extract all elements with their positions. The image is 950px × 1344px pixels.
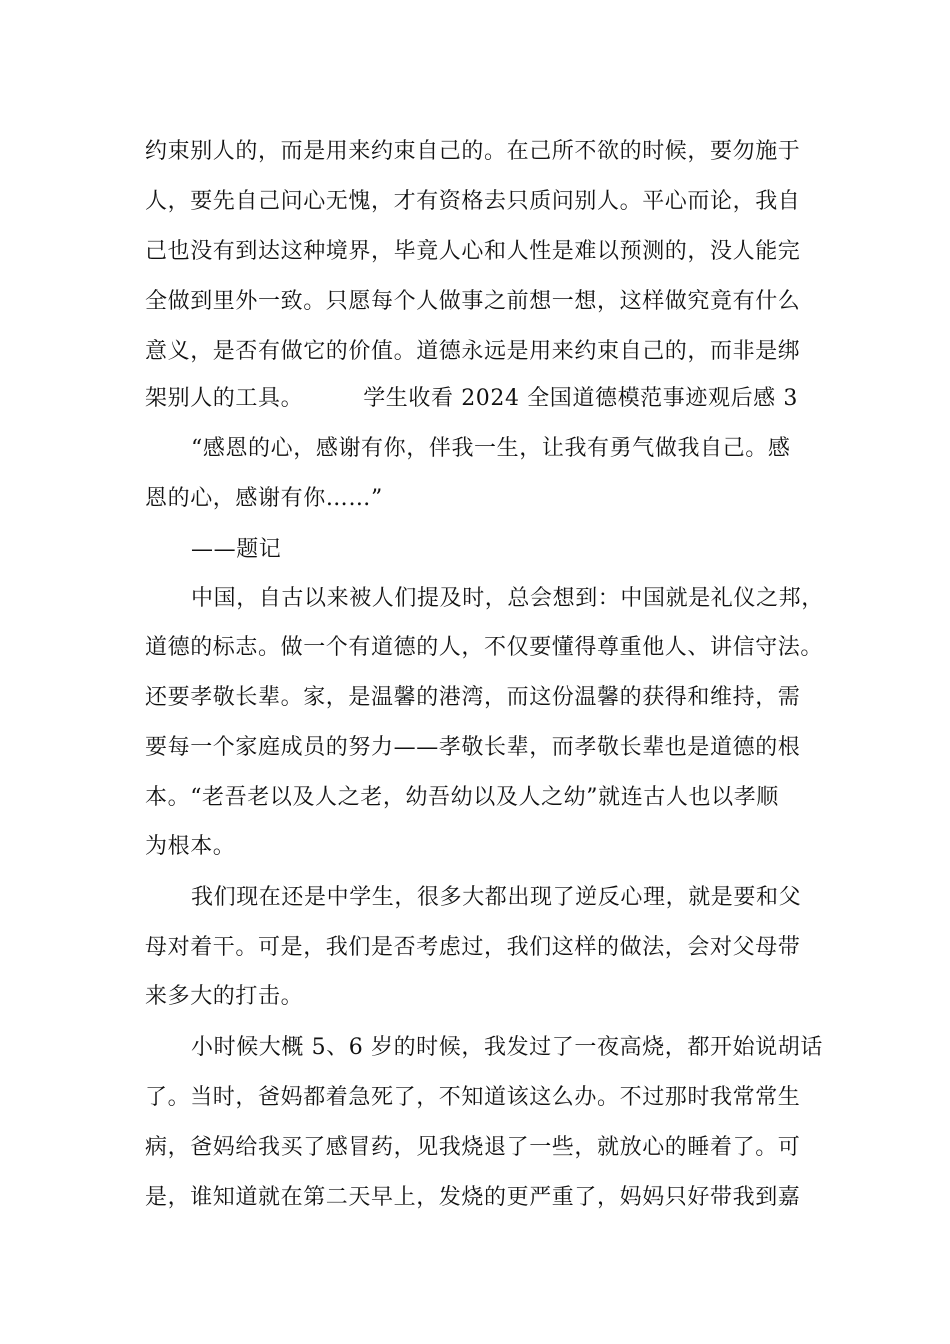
paragraph-line: 了。当时，爸妈都着急死了，不知道该这么办。不过那时我常常生 bbox=[145, 1085, 801, 1110]
paragraph-line: 意义，是否有做它的价值。道德永远是用来约束自己的，而非是绑 bbox=[145, 339, 801, 364]
essay-title: 学生收看 2024 全国道德模范事迹观后感 3 bbox=[363, 386, 798, 411]
paragraph-line: 道德的标志。做一个有道德的人，不仅要懂得尊重他人、讲信守法。 bbox=[145, 635, 824, 660]
paragraph-line-with-title bbox=[145, 384, 798, 414]
quote-line: 恩的心，感谢有你……” bbox=[145, 486, 383, 511]
paragraph-line: 全做到里外一致。只愿每个人做事之前想一想，这样做究竟有什么 bbox=[145, 289, 801, 314]
paragraph-line: 来多大的打击。 bbox=[145, 984, 304, 1009]
quote-line: “感恩的心，感谢有你，伴我一生，让我有勇气做我自己。感 bbox=[191, 436, 791, 461]
paragraph-line: 人，要先自己问心无愧，才有资格去只质问别人。平心而论，我自 bbox=[145, 189, 801, 214]
paragraph-line: 架别人的工具。 bbox=[145, 386, 304, 411]
epigraph-attribution: ——题记 bbox=[191, 537, 282, 562]
paragraph-line: 己也没有到达这种境界，毕竟人心和人性是难以预测的，没人能完 bbox=[145, 239, 801, 264]
paragraph-line: 小时候大概 5、6 岁的时候，我发过了一夜高烧，都开始说胡话 bbox=[191, 1035, 823, 1060]
paragraph-line: 要每一个家庭成员的努力——孝敬长辈，而孝敬长辈也是道德的根 bbox=[145, 735, 801, 760]
paragraph-line: 为根本。 bbox=[145, 834, 236, 859]
paragraph-line: 本。“老吾老以及人之老，幼吾幼以及人之幼”就连古人也以孝顺 bbox=[145, 785, 779, 810]
paragraph-line: 中国，自古以来被人们提及时，总会想到：中国就是礼仪之邦， bbox=[191, 586, 824, 611]
paragraph-line: 约束别人的，而是用来约束自己的。在己所不欲的时候，要勿施于 bbox=[145, 139, 801, 164]
paragraph-line: 还要孝敬长辈。家，是温馨的港湾，而这份温馨的获得和维持，需 bbox=[145, 685, 801, 710]
paragraph-line: 我们现在还是中学生，很多大都出现了逆反心理，就是要和父 bbox=[191, 885, 802, 910]
paragraph-line: 是，谁知道就在第二天早上，发烧的更严重了，妈妈只好带我到嘉 bbox=[145, 1185, 801, 1210]
paragraph-line: 母对着干。可是，我们是否考虑过，我们这样的做法，会对父母带 bbox=[145, 935, 801, 960]
paragraph-line: 病，爸妈给我买了感冒药，见我烧退了一些，就放心的睡着了。可 bbox=[145, 1135, 801, 1160]
